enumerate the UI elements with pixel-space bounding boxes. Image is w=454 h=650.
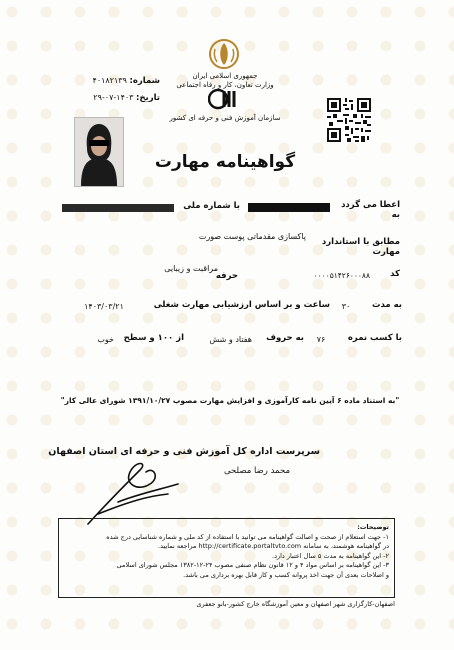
header-country: جمهوری اسلامی ایران — [192, 72, 258, 80]
header-organization: سازمان آموزش فنی و حرفه ای کشور — [169, 114, 281, 122]
note-line: ۱- جهت استعلام از صحت و اصالت گواهینامه می توانید با استفاده از کد ملی و شماره شناسایی درج شده — [106, 532, 389, 541]
signatory-name: محمد رضا مصلحی — [223, 466, 290, 476]
score-words-value: هفتاد و شش — [209, 335, 252, 344]
hours-label: ساعت و بر اساس ارزشیابی مهارت شغلی — [153, 300, 330, 310]
trade-label: حرفه — [215, 271, 238, 281]
notes-box — [58, 518, 395, 598]
issued-to-label: اعطا می گردد به — [341, 200, 400, 220]
date-value: ۱۴۰۳-۰۷-۲۹ — [93, 93, 134, 102]
score-words-label: به حروف — [266, 333, 304, 343]
signatory-position: سرپرست اداره کل آموزش فنی و حرفه ای استان اصفهان — [48, 446, 320, 457]
date-label: تاریخ: — [136, 93, 160, 103]
code-label: کد — [390, 269, 400, 279]
tvto-logo-icon — [208, 88, 242, 110]
redacted-name — [248, 203, 330, 212]
code-value: ۰۰۰۰۵۱۴۲۶۰۰۰۸۸ — [313, 271, 370, 280]
trade-value: مراقبت و زیبایی — [164, 264, 218, 273]
legal-basis: "به استناد ماده ۶ آیین نامه کارآموزی و افزایش مهارت مصوب ۱۳۹۱/۱۰/۲۷ شورای عالی کار" — [60, 396, 400, 405]
note-line: ۳- این گواهینامه بر اساس مواد ۴ و ۱۲ قانون نظام صنفی مصوب ۲۴-۱۲-۱۳۸۲ مجلس شورای اسلامی — [116, 561, 389, 569]
note-line: ۲- این گواهینامه به مدت ۵ سال اعتبار دارد. — [272, 551, 389, 560]
score-label: با کسب نمره — [347, 333, 402, 343]
duration-value: ۳۰ — [341, 302, 351, 311]
number-value: ۴۰۱۸۲۱۳۹ — [92, 76, 127, 85]
number-label: شماره: — [129, 76, 160, 86]
evaluation-date: ۱۴۰۳/۰۳/۲۱ — [84, 302, 124, 311]
score-value: ۷۶ — [316, 335, 326, 344]
iran-emblem-icon — [207, 38, 241, 70]
person-photo-icon — [75, 118, 123, 186]
level-value: خوب — [97, 335, 114, 344]
certificate-number — [40, 76, 160, 86]
note-line: در گواهینامه هوشمند، به سامانه http://certificate.portaltvto.com مراجعه نمایید. — [158, 542, 389, 550]
note-line: و اصلاحات بعدی آن جهت اخذ پروانه کسب و کار قابل بهره برداری می باشد. — [183, 570, 389, 579]
notes-heading: توضیحات: — [357, 523, 389, 531]
duration-label: به مدت — [371, 300, 402, 310]
holder-photo — [74, 117, 124, 187]
certificate-date — [40, 93, 160, 103]
out-of-label: از ۱۰۰ و سطح — [123, 333, 184, 343]
national-id-label: با شماره ملی — [183, 201, 240, 211]
signature — [78, 432, 228, 532]
issuer-footer: اصفهان-کارگزاری شهر اصفهان و معین آموزشگاه خارج کشور-بانو جعفری — [196, 600, 395, 608]
header-ministry: وزارت تعاون، کار و رفاه اجتماعی — [176, 81, 274, 89]
qr-code — [327, 98, 371, 142]
redacted-national-id — [62, 204, 174, 212]
standard-value: پاکسازی مقدماتی پوست صورت — [198, 232, 306, 241]
standard-label: مطابق با استاندارد مهارت — [321, 237, 400, 257]
page-title: گواهینامه مهارت — [154, 152, 296, 172]
